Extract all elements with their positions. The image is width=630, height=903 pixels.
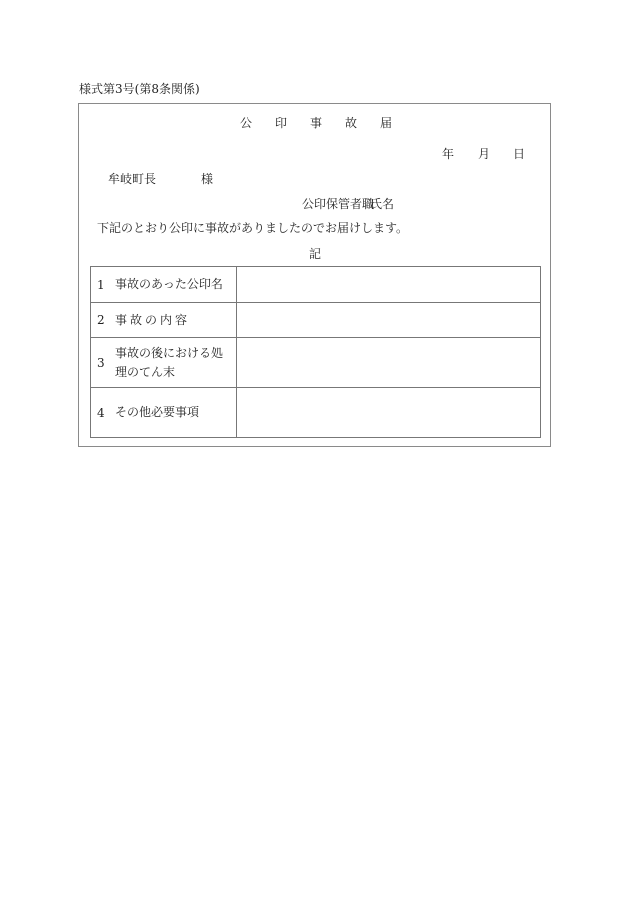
- custodian-title-label: 公印保管者職: [302, 197, 375, 211]
- accident-details-field[interactable]: [237, 303, 541, 338]
- post-accident-handling-field[interactable]: [237, 338, 541, 388]
- title-char-2: 印: [275, 116, 288, 130]
- date-month-label: 月: [478, 147, 491, 161]
- table-row: [91, 303, 541, 338]
- accident-seal-name-field[interactable]: [237, 267, 541, 303]
- table-row: [91, 267, 541, 303]
- row-label-cell: [91, 267, 237, 303]
- title-char-3: 事: [310, 116, 323, 130]
- date-day-label: 日: [513, 147, 526, 161]
- title-char-5: 届: [380, 116, 393, 130]
- details-table: [90, 266, 541, 438]
- row-label-cell: [91, 388, 237, 438]
- row-label-cell: [91, 338, 237, 388]
- date-year-label: 年: [442, 147, 455, 161]
- body-text: 下記のとおり公印に事故がありましたのでお届けします。: [97, 221, 409, 235]
- form-number-label: 様式第3号(第8条関係): [79, 82, 200, 96]
- table-row: [91, 338, 541, 388]
- table-row: [91, 388, 541, 438]
- other-required-items-field[interactable]: [237, 388, 541, 438]
- row-label: その他必要事項: [115, 405, 200, 419]
- row-number: 4: [97, 405, 105, 420]
- ki-heading: 記: [309, 247, 322, 261]
- custodian-name-label: 氏名: [370, 197, 395, 211]
- addressee-honorific: 様: [201, 172, 214, 186]
- row-label: 事故の内容: [115, 312, 191, 327]
- row-label-cell: [91, 303, 237, 338]
- row-number: 3: [97, 355, 105, 370]
- row-label: 事故のあった公印名: [115, 277, 223, 291]
- addressee: 牟岐町長: [108, 172, 157, 186]
- title-char-4: 故: [345, 116, 358, 130]
- row-number: 2: [97, 313, 105, 327]
- title-char-1: 公: [240, 116, 253, 130]
- row-number: 1: [97, 277, 105, 292]
- row-label: 事故の後における処理のてん末: [115, 345, 224, 379]
